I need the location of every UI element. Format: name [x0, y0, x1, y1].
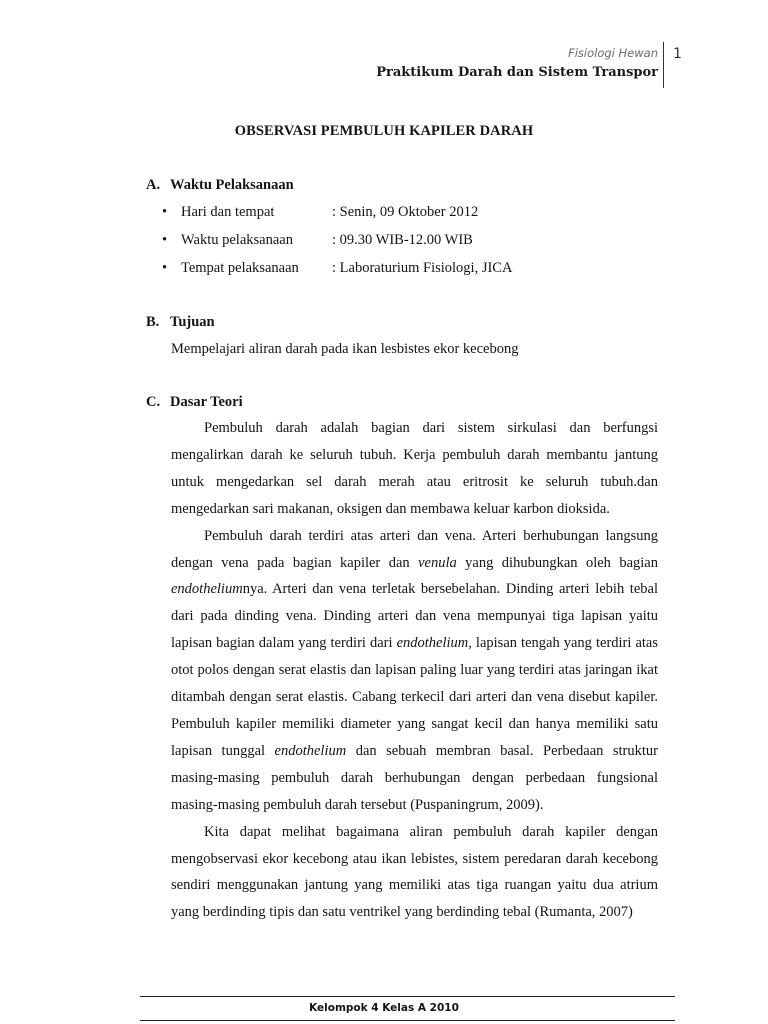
term-endothelium: endothelium [396, 635, 469, 652]
theory-body [171, 415, 658, 926]
footer-rule-top [140, 996, 675, 997]
footer-rule-bottom [140, 1020, 675, 1021]
section-c-heading [146, 394, 243, 411]
paragraph: Pembuluh darah terdiri atas arteri dan vena. Arteri berhubungan langsung dengan vena pada bagian kapiler dan venula yang dihubungkan oleh bagian endotheliumnya. Arteri dan vena terletak bersebelahan. Dinding arteri lebih tebal dari pada dinding vena. Dinding arteri dan vena mempunyai tiga lapisan yaitu lapisan bagian dalam yang terdiri dari endothelium, lapisan tengah yang terdiri atas otot polos dengan serat elastis dan lapisan paling luar yang terdiri atas jaringan ikat ditambah dengan serat elastis. Cabang terkecil dari arteri dan vena disebut kapiler. Pembuluh kapiler memiliki diameter yang sangat kecil dan hanya memiliki satu lapisan tunggal endothelium dan sebuah membran basal. Perbedaan struktur masing-masing pembuluh darah berhubungan dengan perbedaan fungsional masing-masing pembuluh darah tersebut (Puspaningrum, 2009). [171, 527, 658, 813]
term-venula: venula [418, 554, 457, 571]
document-title: OBSERVASI PEMBULUH KAPILER DARAH [234, 123, 534, 139]
header-divider [663, 42, 664, 88]
paragraph: Pembuluh darah adalah bagian dari sistem sirkulasi dan berfungsi mengalirkan darah ke seluruh tubuh. Kerja pembuluh darah membantu jantung untuk mengedarkan sel darah merah atau eritrosit ke seluruh tubuh.dan mengedarkan sari makanan, oksigen dan membawa keluar karbon dioksida. [171, 420, 658, 517]
section-a-title: Waktu Pelaksanaan [170, 177, 294, 193]
term-endothelium: endothelium [171, 581, 243, 598]
section-c-title: Dasar Teori [170, 394, 243, 410]
paragraph: Kita dapat melihat bagaimana aliran pembuluh darah kapiler dengan mengobservasi ekor kecebong atau ikan lebistes, sistem peredaran darah kecebong sendiri menggunakan jantung yang memiliki atas tiga ruangan yaitu dua atrium yang berdinding tipis dan satu ventrikel yang berdinding tebal (Rumanta, 2007) [171, 823, 658, 921]
item-label: Hari dan tempat [181, 204, 275, 220]
item-label: Tempat pelaksanaan [181, 260, 299, 276]
list-item [162, 204, 478, 221]
header-subject: Fisiologi Hewan [568, 46, 658, 60]
item-label: Waktu pelaksanaan [181, 232, 293, 248]
item-value: : Senin, 09 Oktober 2012 [332, 204, 479, 220]
bullet-icon: • [162, 260, 168, 276]
section-b-heading [146, 314, 215, 331]
list-item [162, 260, 512, 277]
bullet-icon: • [162, 204, 168, 220]
section-b-letter: B. [146, 314, 160, 330]
item-value: : Laboraturium Fisiologi, JICA [332, 260, 513, 276]
section-b-text: Mempelajari aliran darah pada ikan lesbistes ekor kecebong [171, 341, 519, 357]
footer-text: Kelompok 4 Kelas A 2010 [309, 1002, 459, 1014]
bullet-icon: • [162, 232, 168, 248]
section-a-heading [146, 177, 294, 194]
page-number: 1 [673, 46, 682, 62]
item-value: : 09.30 WIB-12.00 WIB [332, 232, 473, 248]
section-c-letter: C. [146, 394, 161, 410]
header-title: Praktikum Darah dan Sistem Transpor [376, 65, 658, 80]
list-item [162, 232, 473, 249]
section-b-title: Tujuan [170, 314, 215, 330]
section-a-letter: A. [146, 177, 161, 193]
term-endothelium: endothelium [274, 742, 347, 759]
